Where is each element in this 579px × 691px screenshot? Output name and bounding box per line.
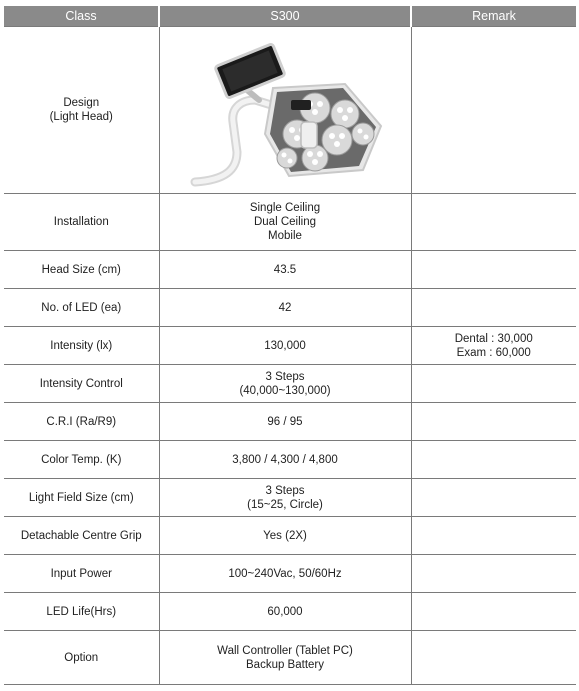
row-label bbox=[4, 517, 159, 555]
table-row bbox=[4, 194, 576, 251]
row-value-line: 3 Steps bbox=[265, 484, 305, 497]
row-value-line: (40,000~130,000) bbox=[239, 384, 331, 397]
row-value bbox=[159, 555, 411, 593]
row-remark bbox=[411, 631, 576, 685]
row-label bbox=[4, 593, 159, 631]
row-remark bbox=[411, 251, 576, 289]
table-row bbox=[4, 251, 576, 289]
table-row bbox=[4, 593, 576, 631]
row-value-line: 60,000 bbox=[267, 605, 303, 618]
table-row bbox=[4, 27, 576, 194]
row-remark bbox=[411, 27, 576, 194]
row-remark bbox=[411, 365, 576, 403]
design-image-cell bbox=[159, 27, 411, 194]
table-row bbox=[4, 631, 576, 685]
row-value bbox=[159, 441, 411, 479]
row-value-line: 3,800 / 4,300 / 4,800 bbox=[232, 453, 338, 466]
table-row bbox=[4, 479, 576, 517]
table-header-row bbox=[4, 6, 576, 27]
row-remark-line: Exam : 60,000 bbox=[456, 346, 531, 359]
row-value-line: 43.5 bbox=[273, 263, 297, 276]
row-value-line: Mobile bbox=[268, 230, 302, 242]
row-label-line: Input Power bbox=[50, 567, 112, 580]
row-label-line: Light Field Size (cm) bbox=[28, 491, 134, 504]
row-label bbox=[4, 555, 159, 593]
row-value bbox=[159, 517, 411, 555]
row-label-line: Color Temp. (K) bbox=[41, 453, 122, 466]
row-value bbox=[159, 194, 411, 251]
row-remark bbox=[411, 289, 576, 327]
row-label bbox=[4, 479, 159, 517]
row-value-line: (15~25, Circle) bbox=[247, 498, 323, 511]
row-label-line: Detachable Centre Grip bbox=[20, 529, 142, 542]
row-value bbox=[159, 593, 411, 631]
table-row bbox=[4, 555, 576, 593]
row-remark bbox=[411, 403, 576, 441]
row-value bbox=[159, 251, 411, 289]
row-label bbox=[4, 251, 159, 289]
row-remark bbox=[411, 479, 576, 517]
row-value-line: Single Ceiling bbox=[249, 202, 321, 214]
table-row bbox=[4, 441, 576, 479]
row-label-line: Head Size (cm) bbox=[41, 263, 121, 276]
row-remark bbox=[411, 555, 576, 593]
row-label-line: Option bbox=[64, 651, 99, 664]
row-remark bbox=[411, 441, 576, 479]
row-value bbox=[159, 403, 411, 441]
row-value-line: Dual Ceiling bbox=[253, 216, 316, 228]
table-row bbox=[4, 365, 576, 403]
row-label bbox=[4, 631, 159, 685]
row-value bbox=[159, 289, 411, 327]
spec-table bbox=[4, 6, 576, 685]
table-row bbox=[4, 327, 576, 365]
row-label-line: (Light Head) bbox=[49, 111, 113, 123]
row-value bbox=[159, 365, 411, 403]
row-value-line: 130,000 bbox=[264, 339, 306, 352]
row-remark bbox=[411, 593, 576, 631]
table-row bbox=[4, 403, 576, 441]
row-value bbox=[159, 479, 411, 517]
header-model: S300 bbox=[159, 6, 411, 27]
row-label-line: No. of LED (ea) bbox=[41, 301, 122, 314]
row-label bbox=[4, 365, 159, 403]
row-value-line: Wall Controller (Tablet PC) bbox=[217, 644, 353, 657]
row-value-line: Yes (2X) bbox=[263, 529, 307, 542]
light-head-image bbox=[185, 30, 385, 190]
row-label-line: Installation bbox=[53, 216, 109, 228]
row-label bbox=[4, 194, 159, 251]
header-class: Class bbox=[4, 6, 159, 27]
row-remark bbox=[411, 327, 576, 365]
row-value-line: 42 bbox=[278, 301, 292, 314]
row-label bbox=[4, 289, 159, 327]
row-label-line: Intensity Control bbox=[39, 377, 123, 390]
row-label bbox=[4, 403, 159, 441]
row-value-line: Backup Battery bbox=[246, 658, 324, 671]
row-value-line: 96 / 95 bbox=[267, 415, 303, 428]
row-remark bbox=[411, 194, 576, 251]
row-label bbox=[4, 441, 159, 479]
row-label-line: C.R.I (Ra/R9) bbox=[46, 415, 117, 428]
row-label-line: LED Life(Hrs) bbox=[46, 605, 117, 618]
row-value bbox=[159, 631, 411, 685]
table-row bbox=[4, 289, 576, 327]
row-remark bbox=[411, 517, 576, 555]
row-remark-line: Dental : 30,000 bbox=[454, 332, 533, 345]
header-remark: Remark bbox=[411, 6, 576, 27]
table-row bbox=[4, 517, 576, 555]
row-label-line: Design bbox=[63, 97, 100, 109]
row-label bbox=[4, 327, 159, 365]
row-value bbox=[159, 327, 411, 365]
row-value-line: 100~240Vac, 50/60Hz bbox=[228, 567, 342, 580]
row-value-line: 3 Steps bbox=[265, 370, 305, 383]
row-label-line: Intensity (lx) bbox=[50, 339, 113, 352]
row-label bbox=[4, 27, 159, 194]
